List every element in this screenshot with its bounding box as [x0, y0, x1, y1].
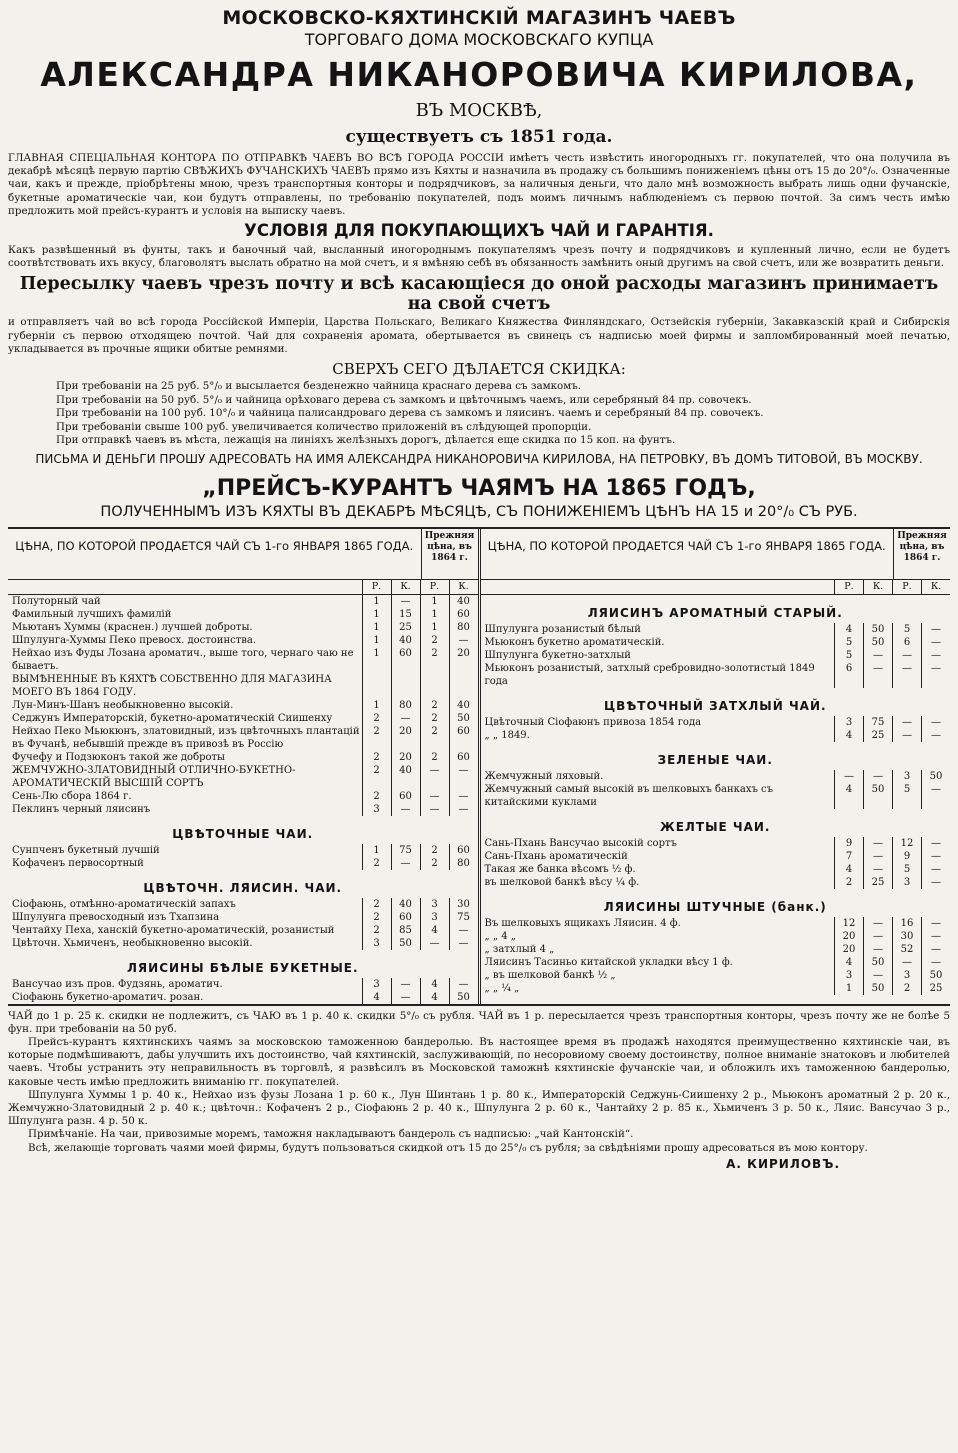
tea-name: „ затхлый 4 „ — [484, 943, 555, 955]
price-rub: 1 — [362, 595, 391, 608]
price-kop: — — [449, 978, 478, 991]
price-kop: 40 — [449, 595, 478, 608]
price-rub: 12 — [834, 917, 863, 930]
tea-name: Сіофаюнь букетно-ароматич. розан. — [12, 991, 204, 1003]
price-rub: — — [892, 956, 921, 969]
table-row — [481, 770, 951, 783]
price-kop: — — [449, 803, 478, 816]
tea-name: Жемчужный ляховый. — [484, 770, 604, 782]
price-rub — [362, 673, 391, 699]
table-row — [8, 844, 478, 857]
table-header — [481, 529, 951, 580]
table-row — [8, 857, 478, 870]
price-rub: — — [420, 790, 449, 803]
price-kop: 15 — [391, 608, 420, 621]
price-rub: — — [892, 729, 921, 742]
table-row — [481, 716, 951, 729]
price-rub: 2 — [420, 634, 449, 647]
tea-name: Нейхао Пеко Мьюкюнъ, златовидный, изъ цвѣточныхъ плантацій въ Фучанѣ, небывшій прежде въ привозѣ въ Россію — [12, 725, 360, 750]
price-rub: 2 — [420, 647, 449, 673]
price-kop: — — [921, 876, 950, 889]
table-row — [481, 863, 951, 876]
table-row — [481, 662, 951, 688]
price-kop: 60 — [391, 790, 420, 803]
price-kop: — — [863, 863, 892, 876]
price-rub: 3 — [834, 716, 863, 729]
table-row — [481, 930, 951, 943]
tea-name: ВЫМѢНЕННЫЕ ВЪ КЯХТѢ СОБСТВЕННО ДЛЯ МАГАЗИНА МОЕГО ВЪ 1864 ГОДУ. — [12, 673, 332, 698]
tea-name: Вансучао изъ пров. Фудзянь, ароматич. — [12, 978, 223, 990]
table-row — [8, 924, 478, 937]
table-row — [8, 790, 478, 803]
price-kop: — — [921, 716, 950, 729]
store-title: МОСКОВСКО-КЯХТИНСКІЙ МАГАЗИНЪ ЧАЕВЪ — [222, 7, 736, 29]
price-kop: — — [391, 857, 420, 870]
trading-house: ТОРГОВАГО ДОМА МОСКОВСКАГО КУПЦА — [304, 30, 654, 49]
price-kop: — — [921, 837, 950, 850]
tea-name: Фамильный лучшихъ фамилій — [12, 608, 172, 620]
price-rub: 4 — [420, 991, 449, 1004]
table-subheader — [8, 580, 478, 595]
table-header-old-price: Прежняя цѣна, въ 1864 г. — [893, 529, 950, 579]
price-rub: 4 — [834, 623, 863, 636]
table-row — [8, 647, 478, 673]
price-kop: — — [391, 991, 420, 1004]
price-rub: 3 — [892, 770, 921, 783]
tea-name: „ „ 1849. — [484, 729, 530, 741]
tea-name: въ шелковой банкѣ вѣсу ¼ ф. — [484, 876, 640, 888]
price-rub: 1 — [362, 699, 391, 712]
price-kop: 30 — [449, 898, 478, 911]
category-heading: ЛЯИСИНЪ АРОМАТНЫЙ СТАРЫЙ. — [587, 605, 843, 620]
table-row — [8, 595, 478, 608]
price-rub: 12 — [892, 837, 921, 850]
price-kop: 60 — [449, 725, 478, 751]
table-row — [8, 751, 478, 764]
rub-header: Р. — [834, 580, 863, 594]
price-kop: 60 — [449, 608, 478, 621]
price-rub: 2 — [362, 751, 391, 764]
price-kop: 25 — [921, 982, 950, 995]
price-kop: 80 — [449, 857, 478, 870]
table-row — [8, 634, 478, 647]
table-row — [8, 673, 478, 699]
kop-header: К. — [449, 580, 478, 594]
tea-name: Шпулунга розанистый бѣлый — [484, 623, 641, 635]
tea-name: Фучефу и Подзюконъ такой же доброты — [12, 751, 225, 763]
table-row — [481, 876, 951, 889]
price-rub: 1 — [362, 647, 391, 673]
footer-note-customs: Прейсъ-курантъ кяхтинскихъ чаямъ за московскою таможенною бандеролью. Въ настоящее время въ продажѣ находятся преимущественно кяхтинскіе чаи, въ которые подмѣшиваютъ, дабы улучшить ихъ достоинство, чай кяхтинскій, заслуживающій, по несоровиому своему достоинству, полное вниманіе знатоковъ и любителей чаевъ. Чтобы устранить эту неправильность въ торговлѣ, я развѣсилъ въ Московской таможнѣ кяхтинскіе фучанскіе чаи, и обложилъ ихъ таможенною бандеролью, каковые честь имѣю предложить вниманію гг. покупателей. — [8, 1035, 950, 1088]
category-heading: ЦВѢТОЧНЫЙ ЗАТХЛЫЙ ЧАЙ. — [603, 698, 827, 713]
rub-header: Р. — [420, 580, 449, 594]
price-rub: 16 — [892, 917, 921, 930]
table-header — [8, 529, 478, 580]
discount-list — [8, 380, 950, 448]
price-rub: — — [420, 937, 449, 950]
table-row — [8, 725, 478, 751]
tea-name: „ „ ¼ „ — [484, 982, 520, 994]
kop-header: К. — [863, 580, 892, 594]
price-kop: 40 — [391, 634, 420, 647]
price-rub: 1 — [420, 608, 449, 621]
newspaper-advertisement — [8, 6, 950, 1446]
footer-note-prices: Шпулунга Хуммы 1 р. 40 к., Нейхао изъ фузы Лозана 1 р. 60 к., Лун Шинтань 1 р. 80 к., Императорскій Седжунь-Сиишенху 2 р., Мьюконъ ароматный 2 р. 20 к., Жемчужно-Златовидный 2 р. 40 к.; цвѣточн.: Кофаченъ 2 р., Сіофаюнь 2 р. 40 к., Шпулунга 2 р. 60 к., Чантайху 2 р. 85 к., Хьмиченъ 3 р. 50 к., Ляис. Вансучао 3 р., Шпулунга разн. 4 р. 50 к. — [8, 1088, 950, 1128]
tea-name: Нейхао изъ Фуды Лозана ароматич., выше того, чернаго чаю не бываетъ. — [12, 647, 354, 672]
price-kop: 20 — [391, 751, 420, 764]
price-rub: — — [892, 716, 921, 729]
table-row — [481, 850, 951, 863]
since-year: существуетъ съ 1851 года. — [345, 127, 613, 147]
category-heading: ЗЕЛЕНЫЕ ЧАИ. — [657, 752, 773, 767]
price-rub: 3 — [362, 803, 391, 816]
price-rub: 5 — [892, 783, 921, 809]
table-row — [481, 917, 951, 930]
price-rub: 2 — [420, 844, 449, 857]
price-rub: 4 — [420, 924, 449, 937]
tea-name: Сіофаюнь, отмѣнно-ароматическій запахъ — [12, 898, 236, 910]
discount-title: СВЕРХЪ СЕГО ДѢЛАЕТСЯ СКИДКА: — [332, 360, 626, 379]
price-rub: 4 — [834, 956, 863, 969]
price-rub: 1 — [362, 634, 391, 647]
category-heading: ЦВѢТОЧНЫЕ ЧАИ. — [172, 826, 314, 841]
category-heading: ЛЯИСИНЫ БѢЛЫЕ БУКЕТНЫЕ. — [126, 960, 359, 975]
price-kop: 25 — [863, 729, 892, 742]
tea-name: Такая же банка вѣсомъ ½ ф. — [484, 863, 636, 875]
price-rub: 5 — [834, 636, 863, 649]
table-row — [8, 699, 478, 712]
price-kop: — — [863, 649, 892, 662]
price-rub: — — [834, 770, 863, 783]
footer-note-discount: ЧАЙ до 1 р. 25 к. скидки не подлежитъ, съ ЧАЮ въ 1 р. 40 к. скидки 5°/₀ съ рубля. ЧАЙ въ 1 р. пересылается чрезъ транспортныя конторы, чрезъ почту же не болѣе 5 фун. при требованіи на 50 руб. — [8, 1009, 950, 1035]
price-rub: 4 — [362, 991, 391, 1004]
table-row — [8, 712, 478, 725]
price-rub: 2 — [420, 751, 449, 764]
price-table-left — [8, 529, 478, 1004]
price-kop: — — [921, 662, 950, 688]
price-rub: 3 — [892, 969, 921, 982]
footer-note-remark: Примѣчаніе. На чаи, привозимые моремъ, таможня накладываютъ бандероль съ надписью: „чай Кантонскій“. — [28, 1128, 634, 1141]
price-rub: 1 — [420, 621, 449, 634]
price-rub: — — [892, 662, 921, 688]
table-row — [481, 943, 951, 956]
price-list-title: „ПРЕЙСЪ-КУРАНТЪ ЧАЯМЪ НА 1865 ГОДЪ, — [202, 475, 756, 501]
price-kop: — — [863, 850, 892, 863]
table-body — [8, 595, 478, 1004]
category-heading: ЖЕЛТЫЕ ЧАИ. — [660, 819, 771, 834]
price-tables — [8, 527, 950, 1006]
price-kop: — — [921, 636, 950, 649]
price-rub: 3 — [834, 969, 863, 982]
price-rub: 2 — [362, 712, 391, 725]
price-kop: 50 — [449, 712, 478, 725]
price-kop: — — [449, 937, 478, 950]
price-rub: 2 — [420, 725, 449, 751]
price-kop: — — [921, 863, 950, 876]
discount-item: При требованіи на 25 руб. 5°/₀ и высылается безденежно чайница краснаго дерева съ замкомъ. — [56, 380, 582, 393]
price-rub: 2 — [834, 876, 863, 889]
price-kop: — — [921, 850, 950, 863]
price-kop: 85 — [391, 924, 420, 937]
tea-name: ЖЕМЧУЖНО-ЗЛАТОВИДНЫЙ ОТЛИЧНО-БУКЕТНО-АРОМАТИЧЕСКІЙ ВЫСШІЙ СОРТЪ — [12, 764, 296, 789]
price-kop: — — [921, 729, 950, 742]
price-rub: 4 — [834, 783, 863, 809]
price-rub: 1 — [362, 844, 391, 857]
price-rub: 9 — [892, 850, 921, 863]
price-kop: 40 — [391, 898, 420, 911]
price-kop: 50 — [863, 623, 892, 636]
rub-header: Р. — [892, 580, 921, 594]
price-rub: 2 — [420, 699, 449, 712]
tea-name: Пеклинъ черный ляисинъ — [12, 803, 151, 815]
price-kop: — — [921, 623, 950, 636]
price-rub: 2 — [362, 764, 391, 790]
price-kop: — — [863, 943, 892, 956]
signature: А. КИРИЛОВЪ. — [726, 1156, 840, 1171]
tea-name: Седжунъ Императорскій, букетно-ароматическій Сиишенху — [12, 712, 333, 724]
price-kop: — — [863, 662, 892, 688]
price-kop: 75 — [863, 716, 892, 729]
price-rub: 2 — [362, 790, 391, 803]
price-kop: — — [921, 649, 950, 662]
price-kop: 50 — [863, 783, 892, 809]
kop-header: К. — [921, 580, 950, 594]
discount-item: При требованіи свыше 100 руб. увеличивается количество приложеній въ слѣдующей пропорціи. — [56, 420, 592, 433]
table-header-title: ЦѢНА, ПО КОТОРОЙ ПРОДАЕТСЯ ЧАЙ СЪ 1-го ЯНВАРЯ 1865 ГОДА. — [487, 538, 886, 553]
table-row — [8, 608, 478, 621]
price-kop: — — [449, 924, 478, 937]
price-kop: — — [921, 956, 950, 969]
price-kop: 60 — [449, 751, 478, 764]
price-kop — [449, 673, 478, 699]
price-kop: 50 — [863, 956, 892, 969]
footer-note-wholesale: Всѣ, желающіе торговать чаями моей фирмы, будутъ пользоваться скидкой отъ 15 до 25°/₀ съ рубля; за свѣдѣніями прошу адресоваться въ мою контору. — [28, 1141, 868, 1154]
table-row — [481, 969, 951, 982]
table-row — [481, 837, 951, 850]
price-kop: — — [863, 917, 892, 930]
price-rub: — — [892, 649, 921, 662]
tea-name: „ „ 4 „ — [484, 930, 516, 942]
price-kop: 50 — [391, 937, 420, 950]
price-rub: 3 — [362, 978, 391, 991]
price-kop: — — [863, 930, 892, 943]
price-kop: — — [921, 930, 950, 943]
price-kop: 60 — [391, 647, 420, 673]
kop-header: К. — [391, 580, 420, 594]
discount-item: При отправкѣ чаевъ въ мѣста, лежащія на линіяхъ желѣзныхъ дорогъ, дѣлается еще скидка по 15 коп. на фунтъ. — [56, 434, 676, 447]
price-kop: 20 — [391, 725, 420, 751]
tea-name: Шпулунга-Хуммы Пеко превосх. достоинства. — [12, 634, 257, 646]
tea-name: Сень-Лю сбора 1864 г. — [12, 790, 132, 802]
price-rub: 1 — [362, 621, 391, 634]
price-kop: 80 — [391, 699, 420, 712]
price-rub: 3 — [420, 911, 449, 924]
price-kop: 75 — [391, 844, 420, 857]
shipping-paragraph: и отправляетъ чай во всѣ города Россійской Имперіи, Царства Польскаго, Великаго Княжества Финляндскаго, Остзейскія губерніи, Закавказскій край и Сибирскія губерніи съ первою отходящею почтой. Чай для сохраненія аромата, обертывается въ свинецъ съ надписью моей фирмы и запломбированный моей печатью, укладывается въ прочные ящики обитые ремнями. — [8, 316, 950, 355]
table-header-title: ЦѢНА, ПО КОТОРОЙ ПРОДАЕТСЯ ЧАЙ СЪ 1-го ЯНВАРЯ 1865 ГОДА. — [15, 538, 414, 553]
price-kop: 60 — [449, 844, 478, 857]
price-rub: 9 — [834, 837, 863, 850]
price-rub: 5 — [834, 649, 863, 662]
tea-name: Ляисинъ Тасиньо китайской укладки вѣсу 1 ф. — [484, 956, 733, 968]
intro-paragraph: ГЛАВНАЯ СПЕЦІАЛЬНАЯ КОНТОРА ПО ОТПРАВКѢ ЧАЕВЪ ВО ВСѢ ГОРОДА РОССІИ имѣетъ честь извѣстить иногородныхъ гг. покупателей, что она получила въ декабрѣ мѣсяцѣ первую партію СВѢЖИХЪ ФУЧАНСКИХЪ ЧАЕВЪ прямо изъ Кяхты и назначила въ продажу съ большимъ пониженіемъ цѣны отъ 15 до 20°/₀. Означенные чаи, какъ и прежде, пріобрѣтены мною, чрезъ транспортныя конторы и подрядчиковъ, за наличныя деньги, что дало мнѣ возможность выбрать лишь одни фучанскіе, букетные ароматическіе чаи, кои будутъ отправлены, по требованію покупателей, подъ моимъ личнымъ наблюденіемъ съ первою почтой. За симъ честь имѣю предложить мой прейсъ-курантъ и условія на выписку чаевъ. — [8, 152, 950, 217]
price-kop: 25 — [863, 876, 892, 889]
price-rub: 3 — [892, 876, 921, 889]
price-rub: 30 — [892, 930, 921, 943]
table-row — [8, 978, 478, 991]
price-rub: 52 — [892, 943, 921, 956]
tea-name: Мьюконъ букетно ароматическій. — [484, 636, 665, 648]
price-rub: 2 — [892, 982, 921, 995]
price-rub: 7 — [834, 850, 863, 863]
price-kop: 50 — [921, 770, 950, 783]
table-row — [481, 729, 951, 742]
price-rub: 4 — [834, 729, 863, 742]
price-rub: 4 — [834, 863, 863, 876]
tea-name: „ въ шелковой банкѣ ½ „ — [484, 969, 616, 981]
price-kop: — — [391, 803, 420, 816]
table-row — [481, 649, 951, 662]
table-body — [481, 595, 951, 995]
conditions-paragraph: Какъ развѣшенный въ фунты, такъ и баночный чай, высланный иногороднымъ покупателямъ чрезъ почту и подрядчиковъ и купленный лично, если не будетъ соотвѣтствовать ихъ вкусу, благоволятъ выслать обратно на мой счетъ, и я вмѣняю себѣ въ обязанность замѣнить оный другимъ на свой счетъ, или же возвратить деньги. — [8, 244, 950, 270]
price-kop — [391, 673, 420, 699]
price-kop: 50 — [863, 982, 892, 995]
price-rub: 1 — [834, 982, 863, 995]
price-kop: — — [921, 783, 950, 809]
table-subheader — [481, 580, 951, 595]
table-row — [481, 982, 951, 995]
table-row — [8, 991, 478, 1004]
price-rub: — — [420, 803, 449, 816]
table-row — [8, 911, 478, 924]
price-rub: 3 — [362, 937, 391, 950]
discount-item: При требованіи на 50 руб. 5°/₀ и чайница орѣховаго дерева съ замкомъ и цвѣточнымъ чаемъ, или серебряный 84 пр. совочекъ. — [56, 393, 752, 406]
tea-name: Полуторный чай — [12, 595, 101, 607]
price-rub: 2 — [362, 911, 391, 924]
tea-name: Сань-Пхань ароматическій — [484, 850, 628, 862]
table-row — [481, 623, 951, 636]
price-kop: — — [863, 969, 892, 982]
price-table-right — [478, 529, 951, 1004]
table-header-old-price: Прежняя цѣна, въ 1864 г. — [421, 529, 478, 579]
owner-name: АЛЕКСАНДРА НИКАНОРОВИЧА КИРИЛОВА, — [40, 55, 918, 94]
price-rub: 4 — [420, 978, 449, 991]
price-rub: 1 — [362, 608, 391, 621]
tea-name: Мьюконъ розанистый, затхлый сребровидно-золотистый 1849 года — [484, 662, 815, 687]
price-kop: 75 — [449, 911, 478, 924]
table-row — [481, 783, 951, 809]
price-kop: 50 — [449, 991, 478, 1004]
price-kop: — — [391, 595, 420, 608]
price-rub: 2 — [362, 924, 391, 937]
discount-item: При требованіи на 100 руб. 10°/₀ и чайница палисандроваго дерева съ замкомъ и ляисинъ. чаемъ и серебряный 84 пр. совочекъ. — [56, 407, 764, 420]
price-kop: — — [921, 917, 950, 930]
price-rub: — — [420, 764, 449, 790]
tea-name: Жемчужный самый высокій въ шелковыхъ банкахъ съ китайскими куклами — [484, 783, 774, 808]
tea-name: Сань-Пхань Вансучао высокій сортъ — [484, 837, 677, 849]
tea-name: Чентайху Пеха, ханскій букетно-ароматическій, розанистый — [12, 924, 335, 936]
price-rub: 6 — [834, 662, 863, 688]
price-list-subtitle: ПОЛУЧЕННЫМЪ ИЗЪ КЯХТЫ ВЪ ДЕКАБРѢ МѢСЯЦѢ, СЪ ПОНИЖЕНІЕМЪ ЦѢНЪ НА 15 и 20°/₀ СЪ РУБ. — [100, 503, 858, 520]
tea-name: Цвѣточный Сіофаюнъ привоза 1854 года — [484, 716, 702, 728]
category-heading: ЦВѢТОЧН. ЛЯИСИН. ЧАИ. — [143, 880, 343, 895]
shipping-title: Пересылку чаевъ чрезъ почту и всѣ касающіеся до оной расходы магазинъ принимаетъ на свой счетъ — [19, 274, 939, 315]
price-kop: — — [921, 943, 950, 956]
price-rub — [420, 673, 449, 699]
price-kop: 80 — [449, 621, 478, 634]
price-rub: 6 — [892, 636, 921, 649]
tea-name: Цвѣточн. Хьмиченъ, необыкновенно высокій. — [12, 937, 253, 949]
tea-name: Лун-Минъ-Шанъ необыкновенно высокій. — [12, 699, 234, 711]
price-rub: 1 — [420, 595, 449, 608]
price-kop: 50 — [863, 636, 892, 649]
price-rub: 5 — [892, 863, 921, 876]
table-row — [481, 956, 951, 969]
footer-notes — [8, 1010, 950, 1171]
table-row — [481, 636, 951, 649]
price-kop: 40 — [391, 764, 420, 790]
address-line: ПИСЬМА И ДЕНЬГИ ПРОШУ АДРЕСОВАТЬ НА ИМЯ АЛЕКСАНДРА НИКАНОРОВИЧА КИРИЛОВА, НА ПЕТРОВКУ, ВЪ ДОМЪ ТИТОВОЙ, ВЪ МОСКВУ. — [35, 451, 923, 466]
table-row — [8, 764, 478, 790]
price-rub: 3 — [420, 898, 449, 911]
table-row — [8, 621, 478, 634]
tea-name: Сунпченъ букетный лучшій — [12, 844, 160, 856]
price-rub: 2 — [362, 725, 391, 751]
tea-name: Мьютанъ Хуммы (краснен.) лучшей доброты. — [12, 621, 253, 633]
price-kop: — — [449, 764, 478, 790]
price-kop: 40 — [449, 699, 478, 712]
price-kop: — — [863, 770, 892, 783]
price-rub: 5 — [892, 623, 921, 636]
price-kop: — — [449, 790, 478, 803]
rub-header: Р. — [362, 580, 391, 594]
tea-name: Шпулунга превосходный изъ Тхапзина — [12, 911, 220, 923]
tea-name: Шпулунга букетно-затхлый — [484, 649, 631, 661]
tea-name: Кофаченъ первосортный — [12, 857, 144, 869]
price-kop: — — [391, 712, 420, 725]
price-kop: 60 — [391, 911, 420, 924]
price-kop: — — [449, 634, 478, 647]
table-row — [8, 803, 478, 816]
price-rub: 2 — [420, 712, 449, 725]
tea-name: Въ шелковыхъ ящикахъ Ляисин. 4 ф. — [484, 917, 681, 929]
price-kop: — — [863, 837, 892, 850]
city: ВЪ МОСКВѢ, — [415, 100, 543, 121]
category-heading: ЛЯИСИНЫ ШТУЧНЫЕ (банк.) — [603, 899, 827, 914]
price-rub: 2 — [420, 857, 449, 870]
price-rub: 20 — [834, 943, 863, 956]
price-kop: — — [391, 978, 420, 991]
price-kop: 50 — [921, 969, 950, 982]
price-kop: 25 — [391, 621, 420, 634]
price-rub: 2 — [362, 857, 391, 870]
table-row — [8, 898, 478, 911]
price-kop: 20 — [449, 647, 478, 673]
price-rub: 20 — [834, 930, 863, 943]
table-row — [8, 937, 478, 950]
conditions-title: УСЛОВІЯ ДЛЯ ПОКУПАЮЩИХЪ ЧАЙ И ГАРАНТІЯ. — [244, 221, 714, 241]
price-rub: 2 — [362, 898, 391, 911]
